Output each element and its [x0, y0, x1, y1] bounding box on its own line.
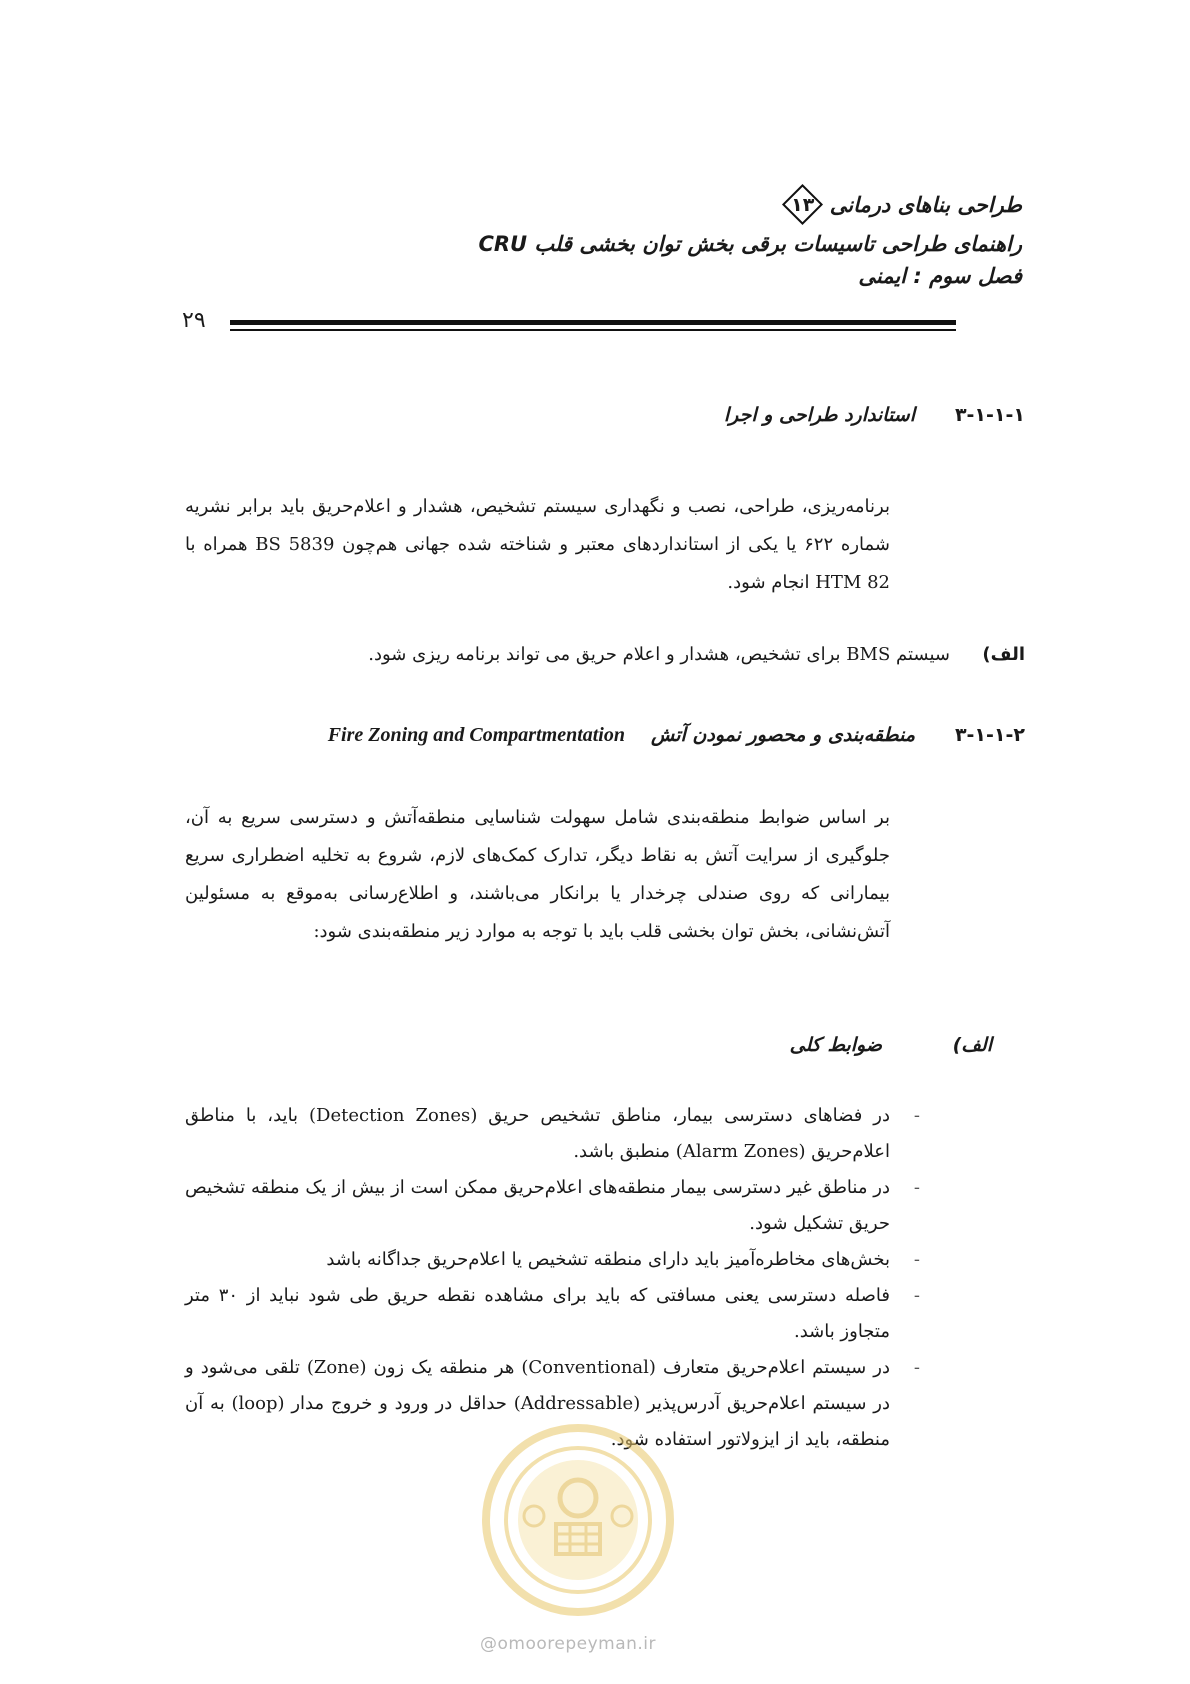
header-rule-thick — [230, 320, 956, 325]
section-heading-1 — [225, 404, 1025, 426]
page-number: ۲۹ — [182, 308, 206, 333]
list-item: - در سیستم اعلام‌حریق متعارف (Conventional) هر منطقه یک زون (Zone) تلقی می‌شود و در سیستم اعلام‌حریق آدرس‌پذیر (Addressable) حداقل در ورود و خروج مدار (loop) به آن منطقه، باید از ایزولاتور استفاده شود. — [185, 1350, 890, 1458]
criteria-list — [185, 1098, 890, 1458]
list-item: - فاصله دسترسی یعنی مسافتی که باید برای مشاهده نقطه حریق طی شود نباید از ۳۰ متر متجاوز باشد. — [185, 1278, 890, 1350]
section-title-2: منطقه‌بندی و محصور نمودن آتش — [651, 724, 915, 746]
section-number-2: ۳-۱-۱-۲ — [954, 724, 1025, 746]
series-number: ۱۳ — [791, 194, 815, 216]
subsection-title: ضوابط کلی — [789, 1034, 882, 1056]
page-header — [322, 182, 1022, 292]
item-a-label: الف) — [982, 644, 1025, 665]
site-watermark: @omoorepeyman.ir — [480, 1634, 657, 1654]
section-2-paragraph: بر اساس ضوابط منطقه‌بندی شامل سهولت شناسایی منطقه‌آتش و دسترسی سریع به آن، جلوگیری از سرایت آتش به نقاط دیگر، تدارک کمک‌های لازم، شروع به تخلیه اضطراری سریع بیمارانی که روی صندلی چرخدار یا برانکار می‌باشند، و اطلاع‌رسانی به‌موقع به مسئولین آتش‌نشانی، بخش توان بخشی قلب باید با توجه به موارد زیر منطقه‌بندی شود: — [185, 807, 890, 942]
guide-title: راهنمای طراحی تاسیسات برقی بخش توان بخشی قلب CRU — [478, 232, 1022, 256]
section-number-1: ۳-۱-۱-۱ — [954, 404, 1025, 426]
list-item: - در مناطق غیر دسترسی بیمار منطقه‌های اعلام‌حریق ممکن است از بیش از یک منطقه تشخیص حریق تشکیل شود. — [185, 1170, 890, 1242]
section-title-2-en: Fire Zoning and Compartmentation — [327, 724, 625, 746]
series-title: طراحی بناهای درمانی — [829, 193, 1022, 217]
list-item: - بخش‌های مخاطره‌آمیز باید دارای منطقه تشخیص یا اعلام‌حریق جداگانه باشد — [185, 1242, 890, 1278]
subsection-label: الف) — [952, 1034, 992, 1056]
header-rule-thin — [230, 329, 956, 331]
engineering-seal-icon — [478, 1420, 678, 1620]
diamond-badge-icon — [780, 182, 826, 228]
chapter-title: فصل سوم : ایمنی — [858, 264, 1022, 288]
section-1-item-a — [185, 644, 1025, 665]
item-a-text: سیستم BMS برای تشخیص، هشدار و اعلام حریق می تواند برنامه ریزی شود. — [368, 644, 950, 665]
section-heading-2 — [225, 724, 1025, 747]
subsection-heading — [192, 1034, 992, 1056]
section-1-paragraph: برنامه‌ریزی، طراحی، نصب و نگهداری سیستم تشخیص، هشدار و اعلام‌حریق باید برابر نشریه شماره ۶۲۲ یا یکی از استانداردهای معتبر و شناخته شده جهانی هم‌چون BS 5839 همراه با HTM 82 انجام شود. — [185, 496, 890, 593]
list-item: - در فضاهای دسترسی بیمار، مناطق تشخیص حریق (Detection Zones) باید، با مناطق اعلام‌حریق (Alarm Zones) منطبق باشد. — [185, 1098, 890, 1170]
series-title-line — [322, 182, 1022, 228]
section-title-1: استاندارد طراحی و اجرا — [723, 404, 915, 426]
